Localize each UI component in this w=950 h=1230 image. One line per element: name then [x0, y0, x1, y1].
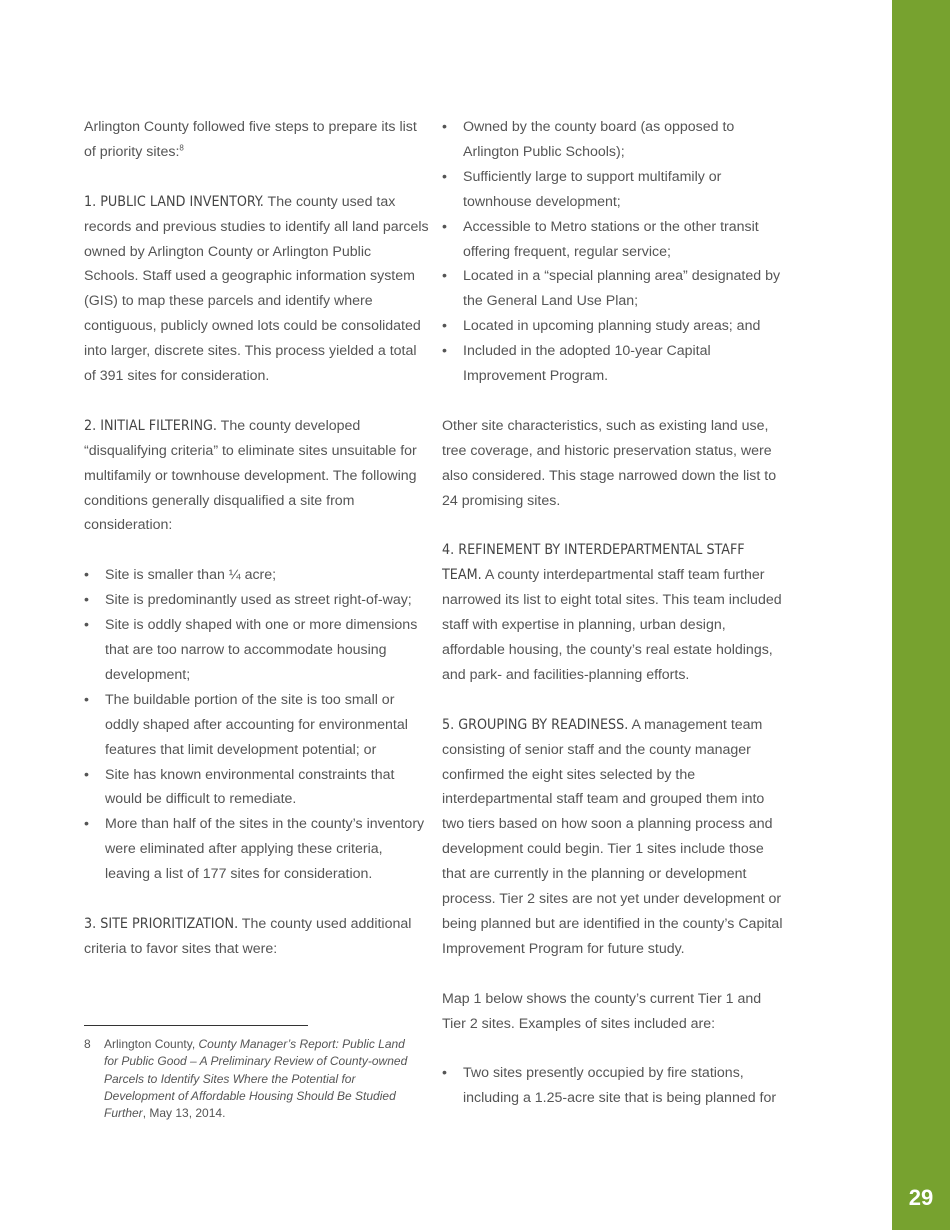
map-paragraph: Map 1 below shows the county’s current Tier 1 and Tier 2 sites. Examples of sites included are: [442, 990, 762, 1032]
step1-paragraph [84, 190, 429, 389]
list-item: • Site is oddly shaped with one or more dimensions that are too narrow to accommodate housing development; [84, 613, 429, 688]
list-item: • Site is predominantly used as street right-of-way; [84, 588, 429, 613]
page-number: 29 [908, 1185, 934, 1210]
step3-paragraph [84, 912, 429, 962]
intro-paragraph [84, 115, 429, 165]
step3-heading: 3. SITE PRIORITIZATION. [84, 915, 239, 932]
step3-body: The county used additional criteria to favor sites that were: [84, 915, 412, 957]
footnote-title: County Manager’s Report: Public Land for Public Good – A Preliminary Review of County-owned Parcels to Identify Sites Where the Potential for Development of Affordable Housing Should Be Studied Further [104, 1037, 408, 1121]
list-item: • Located in a “special planning area” designated by the General Land Use Plan; [442, 264, 787, 314]
step1-heading: 1. PUBLIC LAND INVENTORY. [84, 193, 264, 210]
site-examples-list [442, 1061, 787, 1111]
footnote [84, 1036, 414, 1122]
disqualifying-criteria-list [84, 563, 429, 887]
step2-heading: 2. INITIAL FILTERING. [84, 417, 217, 434]
other-characteristics-paragraph: Other site characteristics, such as existing land use, tree coverage, and historic preservation status, were also considered. This stage narrowed down the list to 24 promising sites. [442, 417, 777, 509]
list-item: • Site is smaller than ¼ acre; [84, 563, 429, 588]
right-column [442, 115, 787, 1111]
list-item: • The buildable portion of the site is too small or oddly shaped after accounting for environmental features that limit development potential; or [84, 688, 429, 763]
page-edge-bar [892, 0, 950, 1230]
list-item: • Accessible to Metro stations or the other transit offering frequent, regular service; [442, 215, 787, 265]
left-column [84, 115, 429, 987]
list-item: • Located in upcoming planning study areas; and [442, 314, 787, 339]
step2-body: The county developed “disqualifying criteria” to eliminate sites unsuitable for multifamily or townhouse development. The following conditions generally disqualified a site from consideration: [84, 417, 417, 534]
footnote-lead: Arlington County, [104, 1037, 199, 1051]
footnote-divider [84, 1025, 308, 1026]
list-item: • Two sites presently occupied by fire stations, including a 1.25-acre site that is being planned for [442, 1061, 787, 1111]
list-item: • Owned by the county board (as opposed to Arlington Public Schools); [442, 115, 787, 165]
step5-heading: 5. GROUPING BY READINESS. [442, 716, 629, 733]
step5-paragraph [442, 713, 787, 962]
step1-body: The county used tax records and previous studies to identify all land parcels owned by Arlington County or Arlington Public Schools. Staff used a geographic information system (GIS) to map these parcels and identify where contiguous, publicly owned lots could be consolidated into larger, discrete sites. This process yielded a total of 391 sites for consideration. [84, 193, 429, 385]
list-item: • Sufficiently large to support multifamily or townhouse development; [442, 165, 787, 215]
list-item: • Site has known environmental constraints that would be difficult to remediate. [84, 763, 429, 813]
step4-body: A county interdepartmental staff team further narrowed its list to eight total sites. This team included staff with expertise in planning, urban design, affordable housing, the county’s real estate holdings, and park- and facilities-planning efforts. [442, 567, 782, 683]
step2-paragraph [84, 414, 429, 539]
footnote-tail: , May 13, 2014. [142, 1106, 226, 1121]
footnote-reference: 8 [179, 143, 184, 153]
prioritization-criteria-list [442, 115, 787, 389]
list-item: • More than half of the sites in the county’s inventory were eliminated after applying these criteria, leaving a list of 177 sites for consideration. [84, 812, 429, 887]
step4-paragraph [442, 538, 787, 687]
intro-text: Arlington County followed five steps to prepare its list of priority sites: [84, 119, 417, 160]
step4-heading: 4. REFINEMENT BY INTERDEPARTMENTAL STAFF TEAM. [442, 542, 745, 584]
step5-body: A management team consisting of senior staff and the county manager confirmed the eight sites selected by the interdepartmental staff team and grouped them into two tiers based on how soon a planning process and development could begin. Tier 1 sites include those that are currently in the planning or development process. Tier 2 sites are not yet under development or being planned but are identified in the county’s Capital Improvement Program for future study. [442, 716, 783, 957]
list-item: • Included in the adopted 10-year Capital Improvement Program. [442, 339, 787, 389]
footnote-number: 8 [84, 1037, 91, 1051]
footnote-text [104, 1036, 414, 1122]
